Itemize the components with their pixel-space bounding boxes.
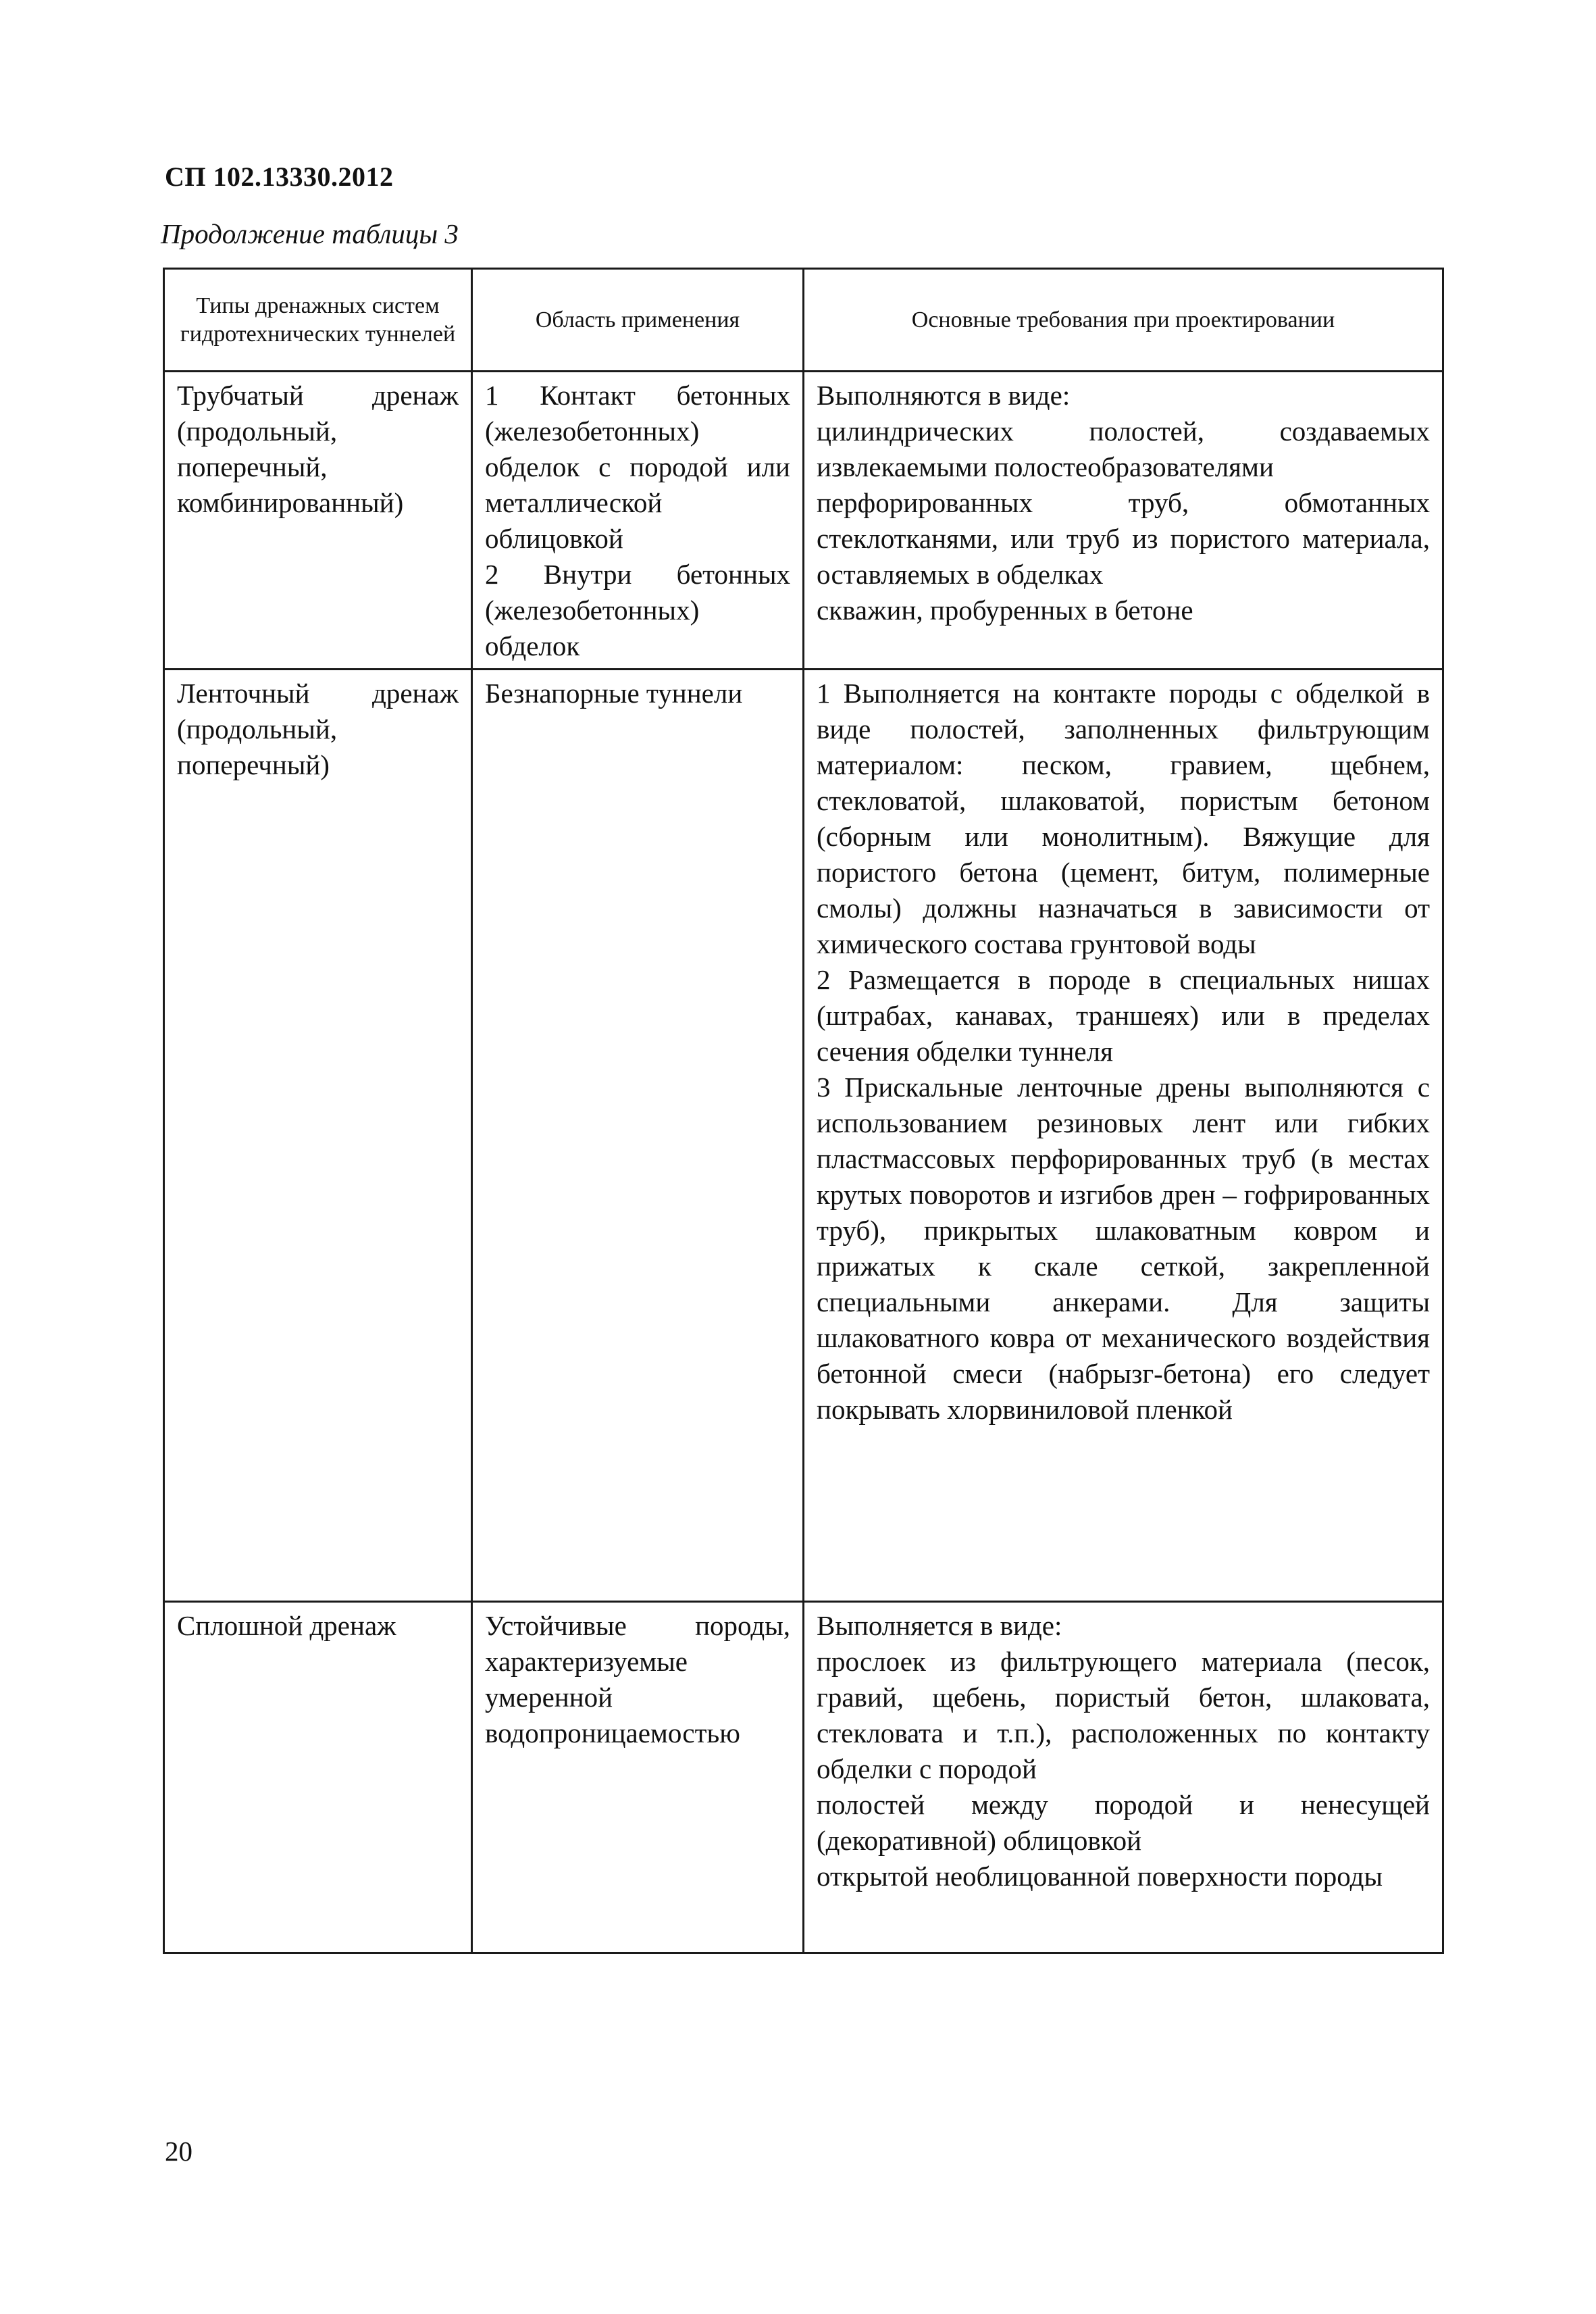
cell-scope <box>472 670 804 1602</box>
cell-requirements <box>804 372 1443 670</box>
cell-text: 1 Контакт бетонных (железобетонных) обделок с породой или металлической облицовкой 2 Внутри бетонных (железобетонных) обделок <box>485 380 790 661</box>
cell-text: Выполняются в виде: цилиндрических полостей, создаваемых извлекаемыми полостеобразователями перфорированных труб, обмотанных стеклотканями, или труб из пористого материала, оставляемых в обделках скважин, пробуренных в бетоне <box>817 380 1430 626</box>
cell-drainage-type <box>164 372 472 670</box>
column-header-requirements: Основные требования при проектировании <box>804 269 1443 372</box>
document-code: СП 102.13330.2012 <box>165 161 394 192</box>
cell-scope <box>472 1602 804 1953</box>
table-row <box>164 1602 1443 1953</box>
table-row <box>164 670 1443 1602</box>
drainage-systems-table <box>163 268 1444 1954</box>
cell-text: Выполняется в виде: прослоек из фильтрующего материала (песок, гравий, щебень, пористый бетон, шлаковата, стекловата и т.п.), расположенных по контакту обделки с породой полостей между породой и ненесущей (декоративной) облицовкой открытой необлицованной поверхности породы <box>817 1610 1430 1892</box>
cell-text: Трубчатый дренаж (продольный, поперечный, комбинированный) <box>177 380 459 518</box>
table-caption: Продолжение таблицы 3 <box>161 218 459 249</box>
page-number: 20 <box>165 2136 192 2167</box>
column-header-scope: Область применения <box>472 269 804 372</box>
cell-text: 1 Выполняется на контакте породы с обделкой в виде полостей, заполненных фильтрующим материалом: песком, гравием, щебнем, стекловатой, шлаковатой, пористым бетоном (сборным или монолитным). Вяжущие для пористого бетона (цемент, битум, полимерные смолы) должны назначаться в зависимости от химического состава грунтовой воды 2 Размещается в породе в специальных нишах (штрабах, канавах, траншеях) или в пределах сечения обделки туннеля 3 Прискальные ленточные дрены выполняются с использованием резиновых лент или гибких пластмассовых перфорированных труб (в местах крутых поворотов и изгибов дрен – гофрированных труб), прикрытых шлаковатным ковром и прижатых к скале сеткой, закрепленной специальными анкерами. Для защиты шлаковатного ковра от механического воздействия бетонной смеси (набрызг-бетона) его следует покрывать хлорвиниловой пленкой <box>817 678 1430 1425</box>
cell-drainage-type <box>164 1602 472 1953</box>
cell-text: Сплошной дренаж <box>177 1610 396 1641</box>
table-row <box>164 372 1443 670</box>
cell-text: Безнапорные туннели <box>485 678 743 709</box>
column-header-type: Типы дренажных систем гидротехнических туннелей <box>164 269 472 372</box>
cell-requirements <box>804 670 1443 1602</box>
cell-drainage-type <box>164 670 472 1602</box>
cell-scope <box>472 372 804 670</box>
table-header-row <box>164 269 1443 372</box>
cell-text: Ленточный дренаж (продольный, поперечный) <box>177 678 459 780</box>
cell-text: Устойчивые породы, характеризуемые умеренной водопроницаемостью <box>485 1610 790 1749</box>
cell-requirements <box>804 1602 1443 1953</box>
